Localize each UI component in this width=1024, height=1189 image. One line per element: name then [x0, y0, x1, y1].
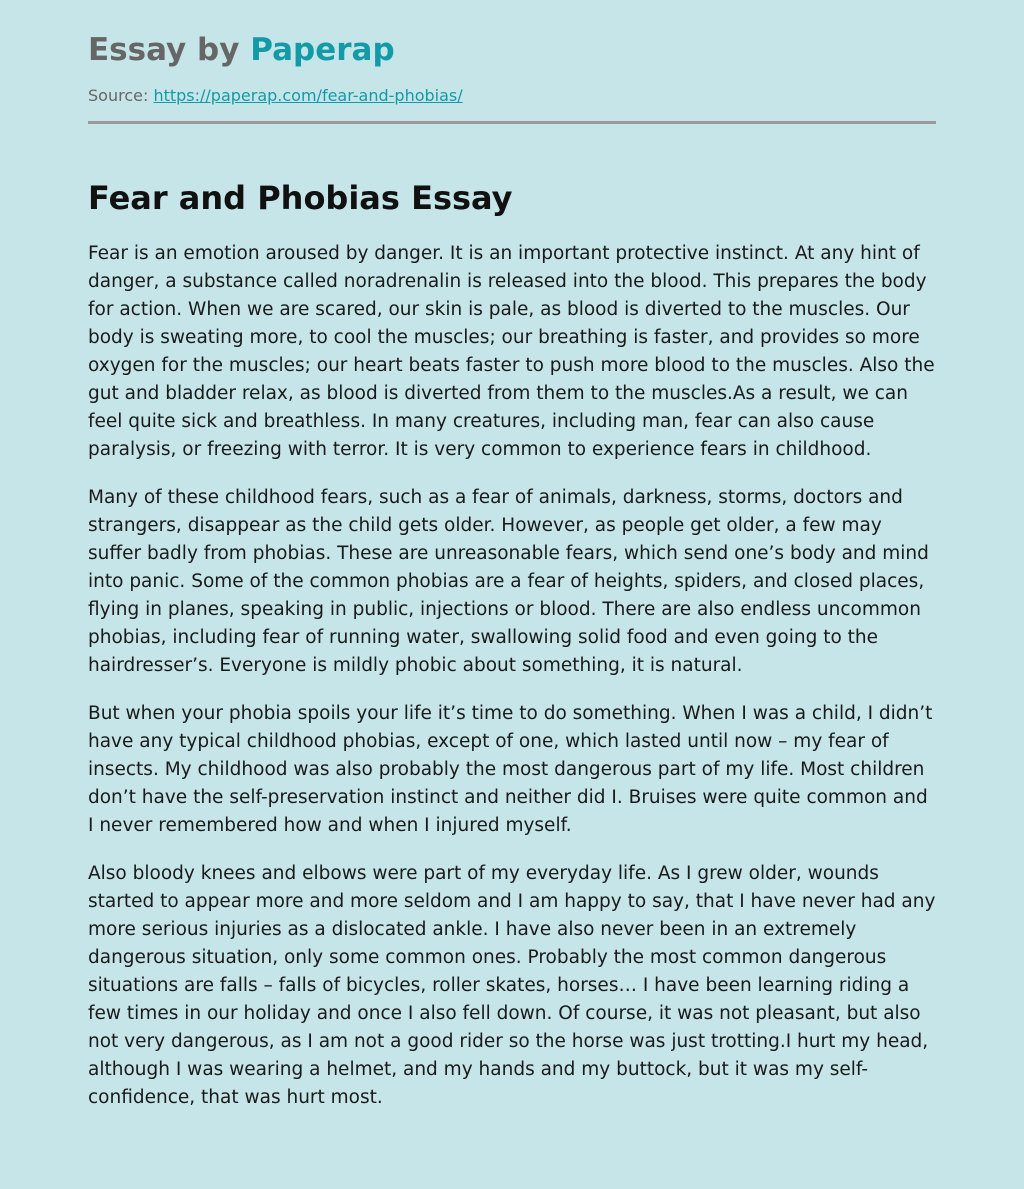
site-brand[interactable] — [88, 30, 936, 70]
brand-name: Paperap — [250, 32, 395, 68]
essay-paragraph-2: Many of these childhood fears, such as a fear of animals, darkness, storms, doctors and strangers, disappear as the child gets older. However, as people get older, a few may suffer badly from phobias. These are unreasonable fears, which send one’s body and mind into panic. Some of the common phobias are a fear of heights, spiders, and closed places, flying in planes, speaking in public, injections or blood. There are also endless uncommon phobias, including fear of running water, swallowing solid food and even going to the hairdresser’s. Everyone is mildly phobic about something, it is natural. — [88, 487, 929, 676]
page-title: Fear and Phobias Essay — [88, 179, 513, 217]
header-divider — [88, 121, 936, 124]
essay-body — [88, 240, 936, 1112]
essay-paragraph-1: Fear is an emotion aroused by danger. It is an important protective instinct. At any hint of danger, a substance called noradrenalin is released into the blood. This prepares the body for action. When we are scared, our skin is pale, as blood is diverted to the muscles. Our body is sweating more, to cool the muscles; our breathing is faster, and provides so more oxygen for the muscles; our heart beats faster to push more blood to the muscles. Also the gut and bladder relax, as blood is diverted from them to the muscles.As a result, we can feel quite sick and breathless. In many creatures, including man, fear can also cause paralysis, or freezing with terror. It is very common to experience fears in childhood. — [88, 243, 935, 460]
source-label: Source: — [88, 86, 154, 105]
essay-paragraph-4: Also bloody knees and elbows were part of my everyday life. As I grew older, wounds started to appear more and more seldom and I am happy to say, that I have never had any more serious injuries as a dislocated ankle. I have also never been in an extremely dangerous situation, only some common ones. Probably the most common dangerous situations are falls – falls of bicycles, roller skates, horses… I have been learning riding a few times in our holiday and once I also fell down. Of course, it was not pleasant, but also not very dangerous, as I am not a good rider so the horse was just trotting.I hurt my head, although I was wearing a helmet, and my hands and my buttock, but it was my self-confidence, that was hurt most. — [88, 863, 936, 1108]
essay-page — [88, 0, 936, 1112]
brand-prefix: Essay by — [88, 32, 251, 68]
essay-paragraph-3: But when your phobia spoils your life it’s time to do something. When I was a child, I didn’t have any typical childhood phobias, except of one, which lasted until now – my fear of insects. My childhood was also probably the most dangerous part of my life. Most children don’t have the self-preservation instinct and neither did I. Bruises were quite common and I never remembered how and when I injured myself. — [88, 703, 933, 836]
source-link[interactable]: https://paperap.com/fear-and-phobias/ — [153, 86, 463, 105]
source-line — [88, 86, 936, 106]
